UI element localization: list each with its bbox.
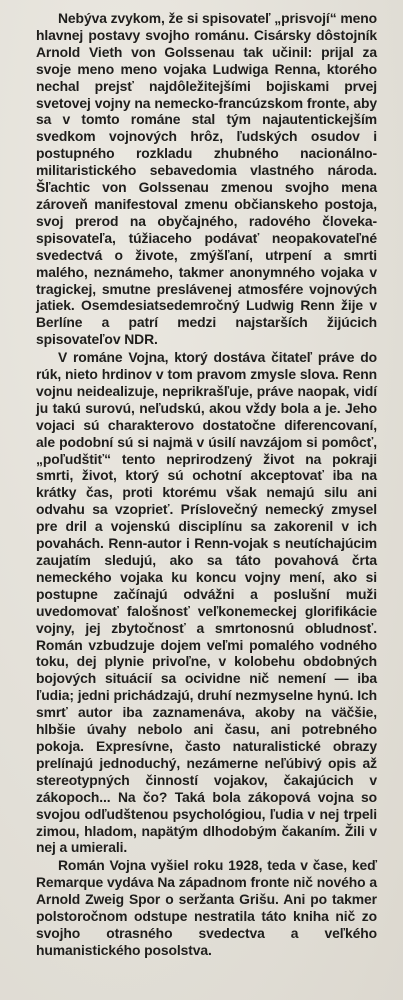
paragraph-publication-context: Román Vojna vyšiel roku 1928, teda v čase, keď Remarque vydáva Na západnom fronte nič nového a Arnold Zweig Spor o seržanta Grišu. Ani po takmer polstoročnom odstupe nestratila táto kniha nič zo svojho otrasného svedectva a veľkého humanistického posolstva. <box>36 857 377 958</box>
paragraph-novel-description: V románe Vojna, ktorý dostáva čitateľ práve do rúk, nieto hrdinov v tom pravom zmysle slova. Renn vojnu neidealizuje, neprikrašľuje, práve naopak, vidí ju takú surovú, neľudskú, akou vždy bola a je. Jeho vojaci sú charakterovo dostatočne diferencovaní, ale podobní sú si najmä v úsilí navzájom si pomôcť, „poľudštiť“ tento neprirodzený život na pokraji smrti, život, ktorý sú ochotní akceptovať iba na krátky čas, proti ktorému však nemajú silu ani odvahu sa vzoprieť. Príslovečný nemecký zmysel pre dril a vojenskú disciplínu sa zakorenil v ich povahách. Renn-autor i Renn-vojak s neutíchajúcim zaujatím sledujú, ako sa táto povahová črta nemeckého vojaka ku koncu vojny mení, ako si postupne začínajú odvážni a poslušní muži uvedomovať falošnosť veľkonemeckej glorifikácie vojny, jej zbytočnosť a smrtonosnú obludnosť. Román vzbudzuje dojem veľmi pomalého vodného toku, dej plynie privoľne, v kolobehu obdobných bojových situácií sa ocividne nič nemení — iba ľudia; jedni prichádzajú, druhí nezmyselne hynú. Ich smrť autor iba zaznamenáva, akoby na väčšie, hlbšie úvahy nebolo ani času, ani potrebného pokoja. Expresívne, často naturalistické obrazy prelínajú jednoduchý, nezámerne neľúbivý opis až stereotypných činností vojakov, čakajúcich v zákopoch... Na čo? Taká bola zákopová vojna so svojou odľudštenou psychológiou, ľudia v nej trpeli zimou, hladom, napätým dlhodobým čakaním. Žili v nej a umierali. <box>36 349 377 856</box>
paragraph-author-name: Nebýva zvykom, že si spisovateľ „prisvojí“ meno hlavnej postavy svojho románu. Cisársky dôstojník Arnold Vieth von Golssenau tak učinil: prijal za svoje meno meno vojaka Ludwiga Renna, ktorého nechal prejsť najdôležitejšími bojiskami prvej svetovej vojny na nemecko-francúzskom fronte, aby sa v tomto románe stal tým najautentickejším svedkom vojnových hrôz, ľudských osudov i postupného rozkladu zhubného nacionálno-militaristického sebavedomia vlastného národa. Šľachtic von Golssenau zmenou svojho mena zároveň manifestoval zmenu občianskeho postoja, svoj prerod na obyčajného, radového človeka-spisovateľa, túžiaceho podávať neopakovateľné svedectvá o živote, zmýšľaní, utrpení a smrti malého, neznámeho, takmer anonymného vojaka v tragickej, smutne preslávenej atmosfére vojnových jatiek. Osemdesiatsedemročný Ludwig Renn žije v Berlíne a patrí medzi najstarších žijúcich spisovateľov NDR. <box>36 10 377 348</box>
